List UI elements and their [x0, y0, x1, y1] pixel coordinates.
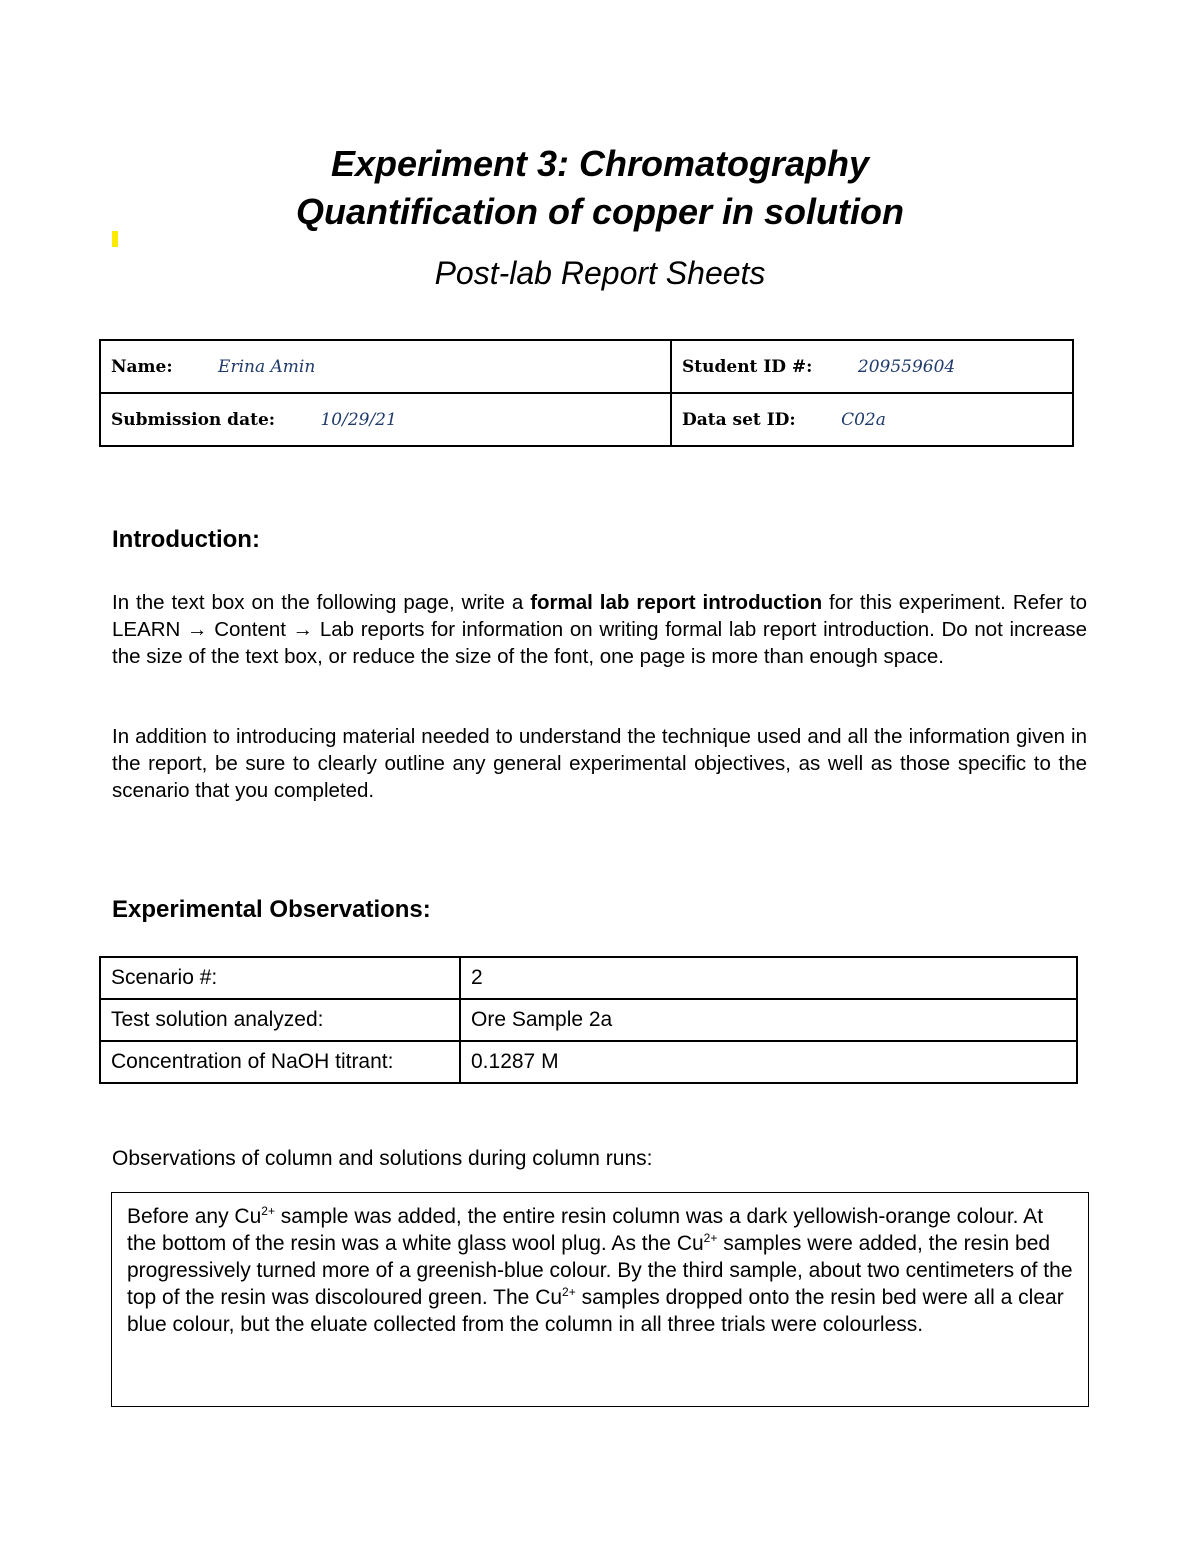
- student-id-cell: [671, 340, 1073, 393]
- dataset-label: Data set ID:: [682, 409, 796, 430]
- cu-symbol: Cu: [234, 1205, 262, 1228]
- submission-cell: [100, 393, 671, 446]
- student-info-table: [99, 339, 1074, 447]
- row-value: 2: [460, 957, 1077, 999]
- column-observations-label: Observations of column and solutions during column runs:: [112, 1147, 653, 1170]
- charge-superscript: 2+: [703, 1231, 718, 1245]
- highlight-mark: [112, 231, 118, 247]
- charge-superscript: 2+: [261, 1204, 275, 1218]
- student-id-value: 209559604: [857, 356, 956, 377]
- name-cell: [100, 340, 671, 393]
- observations-table: [99, 956, 1078, 1084]
- table-row: [100, 1041, 1077, 1083]
- title-block: [0, 140, 1200, 294]
- charge-superscript: 2+: [562, 1285, 576, 1299]
- title-line-1: Experiment 3: Chromatography: [330, 143, 870, 184]
- name-label: Name:: [111, 356, 173, 377]
- row-label: Concentration of NaOH titrant:: [100, 1041, 460, 1083]
- submission-value: 10/29/21: [320, 409, 397, 430]
- intro-p1-after: for this experiment. Refer to LEARN → Content → Lab reports for information on writing formal lab report introduction. Do not increase the size of the text box, or reduce the size of the font, one page is more than enough space.: [112, 591, 1087, 668]
- name-value: Erina Amin: [218, 356, 316, 377]
- row-value: Ore Sample 2a: [460, 999, 1077, 1041]
- subtitle: Post-lab Report Sheets: [434, 255, 766, 291]
- row-value: 0.1287 M: [460, 1041, 1077, 1083]
- row-label: Test solution analyzed:: [100, 999, 460, 1041]
- cu-symbol: Cu: [676, 1232, 704, 1255]
- obs-text-2: sample was added, the entire resin column was a dark yellowish-orange colour. At the bottom of the resin was a white glass wool plug. As the: [127, 1205, 1044, 1255]
- title-line-2: Quantification of copper in solution: [296, 191, 904, 232]
- introduction-heading: Introduction:: [112, 526, 260, 553]
- introduction-paragraph-1: [112, 589, 1087, 670]
- observations-text-box[interactable]: [111, 1192, 1089, 1407]
- intro-p1-before: In the text box on the following page, write a: [112, 591, 531, 614]
- cu-symbol: Cu: [535, 1286, 563, 1309]
- observations-heading: Experimental Observations:: [112, 896, 431, 923]
- obs-text-1: Before any: [127, 1205, 235, 1228]
- row-label: Scenario #:: [100, 957, 460, 999]
- obs-text-3: samples were added, the resin bed progressively turned more of a greenish-blue colour. By the third sample, about two centimeters of the top of the resin was discoloured green. The: [127, 1232, 1073, 1309]
- obs-text-4: samples dropped onto the resin bed were all a clear blue colour, but the eluate collected from the column in all three trials were colourless.: [127, 1286, 1064, 1336]
- introduction-paragraph-2: In addition to introducing material needed to understand the technique used and all the information given in the report, be sure to clearly outline any general experimental objectives, as well as those specific to the scenario that you completed.: [112, 725, 1087, 802]
- intro-p1-bold: formal lab report introduction: [530, 591, 823, 614]
- student-id-label: Student ID #:: [682, 356, 813, 377]
- dataset-value: C02a: [841, 409, 886, 430]
- table-row: [100, 957, 1077, 999]
- submission-label: Submission date:: [111, 409, 276, 430]
- dataset-cell: [671, 393, 1073, 446]
- table-row: [100, 999, 1077, 1041]
